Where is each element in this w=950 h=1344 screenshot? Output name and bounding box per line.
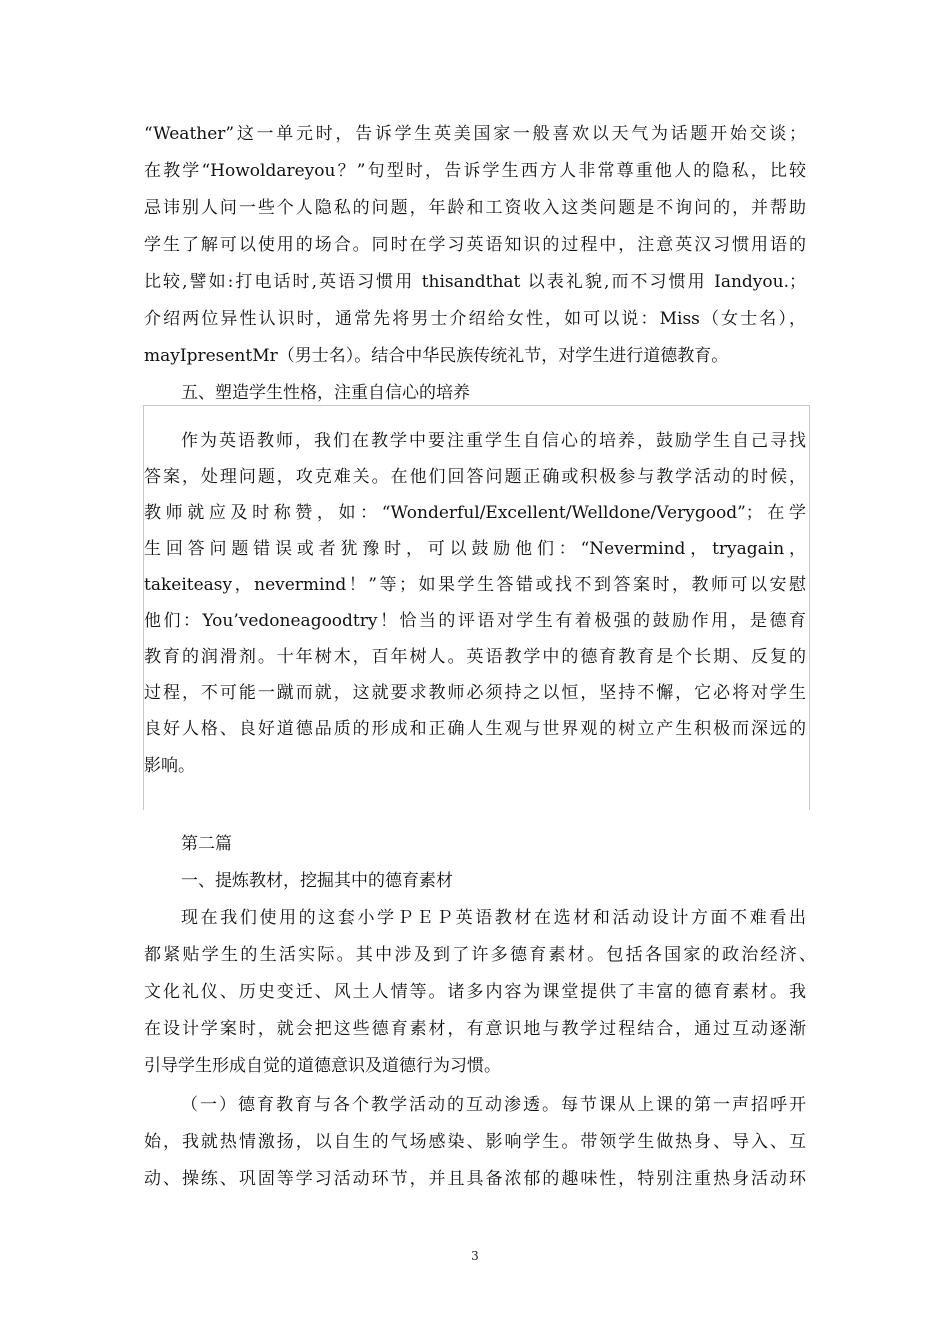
text-line: 过程，不可能一蹴而就，这就要求教师必须持之以恒，坚持不懈，它必将对学生 <box>144 683 806 703</box>
text-line: 教育的润滑剂。十年树木，百年树人。英语教学中的德育教育是个长期、反复的 <box>144 647 806 667</box>
text-line: 忌讳别人问一些个人隐私的问题，年龄和工资收入这类问题是不询问的，并帮助 <box>144 198 806 218</box>
text-line: 文化礼仪、历史变迁、风土人情等。诸多内容为课堂提供了丰富的德育素材。我 <box>144 982 806 1002</box>
text-line: 引导学生形成自觉的道德意识及道德行为习惯。 <box>144 1056 501 1076</box>
text-line: 在教学“Howoldareyou？”句型时，告诉学生西方人非常尊重他人的隐私，比较 <box>144 161 806 181</box>
text-line: 答案，处理问题，攻克难关。在他们回答问题正确或积极参与教学活动的时候， <box>144 467 806 487</box>
text-line: 现在我们使用的这套小学ＰＥＰ英语教材在选材和活动设计方面不难看出 <box>181 908 806 928</box>
box-top-border <box>143 405 810 406</box>
text-line: 良好人格、良好道德品质的形成和正确人生观与世界观的树立产生积极而深远的 <box>144 719 806 739</box>
section-heading: 一、提炼教材，挖掘其中的德育素材 <box>181 871 453 891</box>
text-line: 学生了解可以使用的场合。同时在学习英语知识的过程中，注意英汉习惯用语的 <box>144 235 806 255</box>
text-line: 介绍两位异性认识时，通常先将男士介绍给女性，如可以说：Miss（女士名）， <box>144 309 806 329</box>
page-number: 3 <box>471 1249 479 1263</box>
text-line: 动、操练、巩固等学习活动环节，并且具备浓郁的趣味性，特别注重热身活动环 <box>144 1169 806 1189</box>
text-line: 都紧贴学生的生活实际。其中涉及到了许多德育素材。包括各国家的政治经济、 <box>144 945 816 965</box>
text-line: 比较,譬如:打电话时,英语习惯用 thisandthat 以表礼貌,而不习惯用 Iandyou.； <box>144 272 806 292</box>
text-line: 他们：You’vedoneagoodtry！恰当的评语对学生有着极强的鼓励作用，是德育 <box>144 611 806 631</box>
text-line: 始，我就热情激扬，以自生的气场感染、影响学生。带领学生做热身、导入、互 <box>144 1132 806 1152</box>
text-line: 在设计学案时，就会把这些德育素材，有意识地与教学过程结合，通过互动逐渐 <box>144 1019 806 1039</box>
box-right-border <box>809 405 810 810</box>
section-heading: 五、塑造学生性格，注重自信心的培养 <box>181 383 470 403</box>
text-line: （一）德育教育与各个教学活动的互动渗透。每节课从上课的第一声招呼开 <box>181 1095 806 1115</box>
part-title: 第二篇 <box>181 834 232 854</box>
text-line: 作为英语教师，我们在教学中要注重学生自信心的培养，鼓励学生自己寻找 <box>181 431 806 451</box>
text-line: mayIpresentMr（男士名）。结合中华民族传统礼节，对学生进行道德教育。 <box>144 346 729 366</box>
text-line: takeiteasy，nevermind！”等；如果学生答错或找不到答案时，教师可以安慰 <box>144 575 806 595</box>
text-line: 影响。 <box>144 756 195 776</box>
text-line: 生回答问题错误或者犹豫时，可以鼓励他们：“Nevermind，tryagain， <box>144 539 806 559</box>
text-line: 教师就应及时称赞，如：“Wonderful/Excellent/Welldone/Verygood”；在学 <box>144 503 806 523</box>
text-line: “Weather”这一单元时，告诉学生英美国家一般喜欢以天气为话题开始交谈； <box>144 124 806 144</box>
